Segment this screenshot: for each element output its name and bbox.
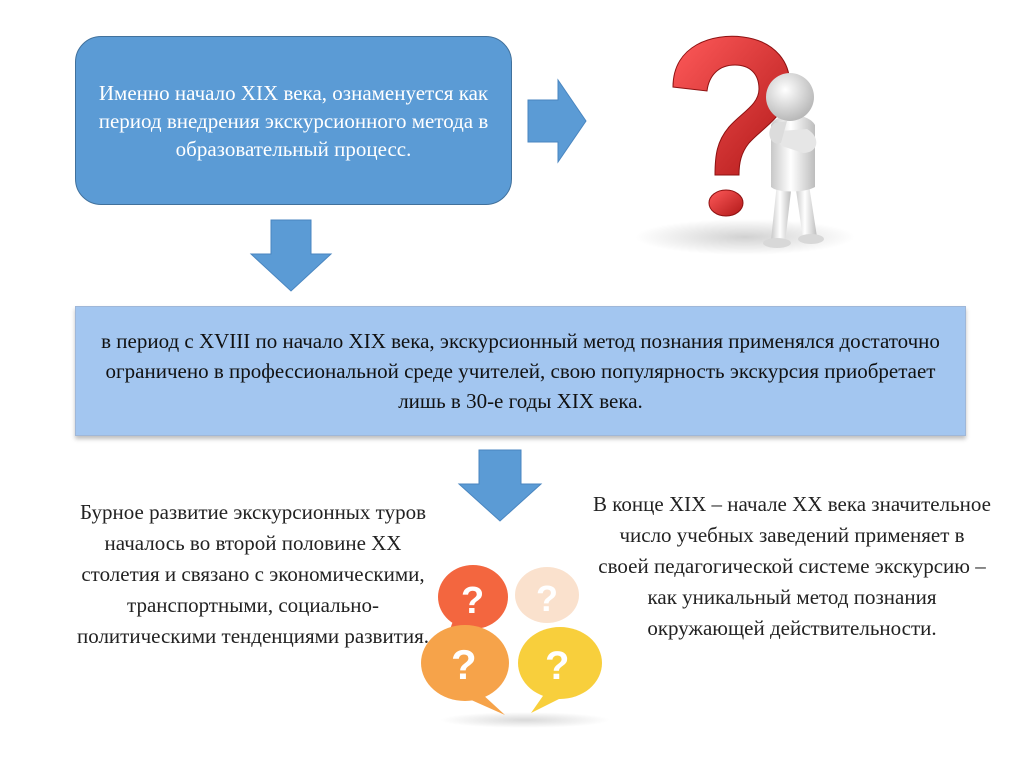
svg-text:?: ? (536, 578, 558, 619)
top-box-text: Именно начало XIX века, ознаменуется как период внедрения экскурсионного метода в образовательный процесс. (98, 80, 489, 161)
middle-box-text: в период с XVIII по начало XIX века, экскурсионный метод познания применялся достаточно ограничено в профессиональной среде учителей, свою популярность экскурсия приобретает лишь в 30-е годы XIX века. (101, 329, 940, 413)
left-text-block: Бурное развитие экскурсионных туров началось во второй половине XX столетия и связано с экономическими, транспортными, социально-политическими тенденциями развития. (76, 500, 430, 648)
top-box (75, 36, 512, 205)
down-arrow-icon (458, 450, 542, 522)
svg-text:?: ? (545, 644, 570, 688)
thinking-person-question-mark-icon (625, 25, 870, 260)
middle-box (75, 306, 966, 436)
down-arrow-icon (250, 220, 332, 292)
question-speech-bubbles-icon (415, 555, 615, 730)
svg-text:?: ? (461, 580, 485, 622)
right-text-block: В конце XIX – начале XX века значительное число учебных заведений применяет в своей педагогической системе экскурсию – как уникальный метод познания окружающей действительности. (593, 492, 991, 640)
right-arrow-icon (528, 80, 588, 162)
svg-text:?: ? (451, 641, 477, 688)
